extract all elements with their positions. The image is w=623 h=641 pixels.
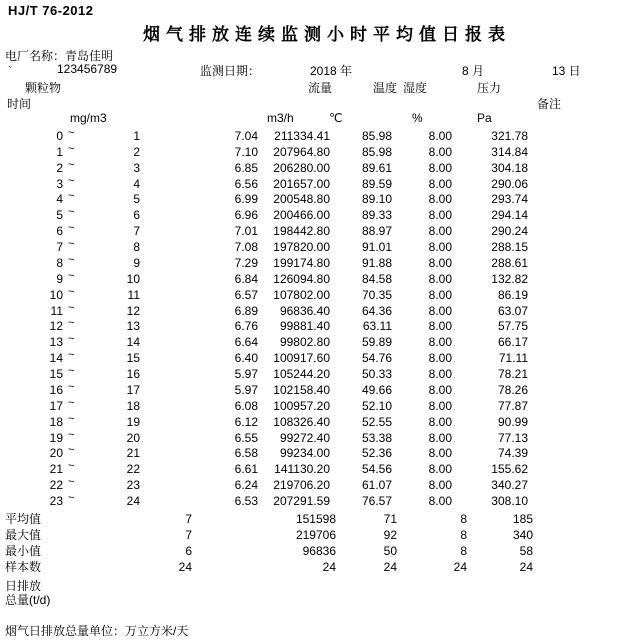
hour-start: 13 xyxy=(49,335,63,350)
summary-value: 50 xyxy=(383,544,397,558)
table-row xyxy=(0,127,623,146)
tilde-icon: ~ xyxy=(68,206,75,219)
hour-end: 24 xyxy=(126,494,140,508)
cell-humidity: 8.00 xyxy=(428,319,452,334)
cell-humidity: 8.00 xyxy=(428,414,452,429)
cell-flow: 199174.80 xyxy=(273,255,330,270)
cell-temperature: 59.89 xyxy=(361,335,392,350)
summary-value: 24 xyxy=(322,560,336,574)
tilde-icon: ~ xyxy=(68,174,75,187)
cell-pressure: 66.17 xyxy=(497,335,528,350)
hour-end: 3 xyxy=(133,160,140,175)
cell-flow: 99272.40 xyxy=(279,430,330,445)
hour-end: 19 xyxy=(126,414,140,429)
hour-end: 13 xyxy=(126,319,140,334)
summary-value: 7 xyxy=(185,528,192,542)
cell-density: 6.56 xyxy=(234,176,258,191)
summary-value: 219706 xyxy=(295,528,336,542)
hour-start: 22 xyxy=(49,478,63,493)
summary-row xyxy=(0,513,623,529)
cell-flow: 100957.20 xyxy=(273,398,330,413)
hour-start: 8 xyxy=(56,255,63,270)
cell-pressure: 321.78 xyxy=(491,129,528,143)
cell-pressure: 308.10 xyxy=(491,494,528,508)
cell-flow: 200548.80 xyxy=(273,192,330,207)
unit-flow: m3/h xyxy=(267,111,294,125)
hour-start: 1 xyxy=(56,144,63,159)
summary-value: 7 xyxy=(185,512,192,526)
hour-start: 12 xyxy=(49,319,63,334)
tilde-icon: ~ xyxy=(68,492,75,504)
hour-end: 9 xyxy=(133,255,140,270)
summary-label: 最小值 xyxy=(5,544,42,558)
cell-density: 6.24 xyxy=(234,478,258,493)
table-row xyxy=(0,301,623,321)
summary-value: 185 xyxy=(512,512,533,526)
cell-humidity: 8.00 xyxy=(428,398,452,413)
hour-end: 8 xyxy=(133,240,140,255)
table-row xyxy=(0,253,623,273)
tilde-icon: ~ xyxy=(68,460,75,473)
cell-flow: 100917.60 xyxy=(273,351,330,366)
cell-temperature: 89.10 xyxy=(361,192,392,207)
standard-code: HJ/T 76-2012 xyxy=(8,3,94,18)
cell-pressure: 71.11 xyxy=(498,351,528,366)
tilde-icon: ~ xyxy=(68,476,75,489)
cell-temperature: 52.36 xyxy=(361,446,392,461)
cell-temperature: 85.98 xyxy=(361,144,392,159)
cell-density: 7.10 xyxy=(234,144,258,159)
cell-humidity: 8.00 xyxy=(428,176,452,191)
summary-value: 8 xyxy=(460,512,467,526)
hour-start: 21 xyxy=(49,462,63,477)
cell-density: 5.97 xyxy=(234,382,258,397)
tilde-icon: ~ xyxy=(68,380,75,393)
hour-end: 12 xyxy=(126,303,140,318)
tick-mark: ` xyxy=(8,64,12,78)
table-row xyxy=(0,238,623,257)
cell-flow: 201657.00 xyxy=(273,176,330,191)
col-header-time: 时间 xyxy=(7,97,32,111)
cell-humidity: 8.00 xyxy=(428,287,452,302)
cell-density: 6.12 xyxy=(234,414,258,429)
hour-end: 15 xyxy=(126,351,140,366)
daily-emission-total-label: 总量(t/d) xyxy=(5,593,51,607)
table-row xyxy=(0,396,623,416)
cell-flow: 207291.59 xyxy=(273,494,330,508)
tilde-icon: ~ xyxy=(68,349,75,362)
cell-humidity: 8.00 xyxy=(428,144,452,159)
hour-end: 10 xyxy=(126,271,140,286)
tilde-icon: ~ xyxy=(68,285,75,298)
cell-humidity: 8.00 xyxy=(428,224,452,239)
cell-density: 7.08 xyxy=(234,240,258,255)
date-year: 2018 年 xyxy=(310,64,353,78)
cell-pressure: 86.19 xyxy=(497,287,528,302)
cell-temperature: 70.35 xyxy=(361,287,392,302)
cell-flow: 200466.00 xyxy=(273,208,330,223)
hour-end: 17 xyxy=(126,382,140,397)
cell-density: 6.55 xyxy=(234,430,258,445)
summary-value: 8 xyxy=(460,528,467,542)
cell-pressure: 288.61 xyxy=(491,255,528,270)
summary-value: 24 xyxy=(383,560,397,574)
cell-humidity: 8.00 xyxy=(428,303,452,318)
cell-density: 6.53 xyxy=(234,494,258,508)
summary-value: 24 xyxy=(453,560,467,574)
cell-density: 6.99 xyxy=(234,192,258,207)
cell-pressure: 78.26 xyxy=(497,382,528,397)
cell-pressure: 78.21 xyxy=(497,367,528,382)
plant-code: 123456789 xyxy=(57,62,118,76)
col-header-particulate: 颗粒物 xyxy=(25,81,62,95)
tilde-icon: ~ xyxy=(68,142,75,155)
table-row xyxy=(0,174,623,194)
summary-value: 58 xyxy=(519,544,533,558)
summary-label: 平均值 xyxy=(5,512,42,526)
cell-temperature: 61.07 xyxy=(361,478,392,493)
cell-flow: 207964.80 xyxy=(273,144,330,159)
hour-start: 23 xyxy=(49,494,63,508)
cell-temperature: 85.98 xyxy=(361,129,392,143)
cell-density: 6.40 xyxy=(234,351,258,366)
hour-end: 4 xyxy=(133,176,140,191)
table-row xyxy=(0,492,623,511)
tilde-icon: ~ xyxy=(68,365,75,378)
unit-pressure: Pa xyxy=(477,111,492,125)
cell-humidity: 8.00 xyxy=(428,240,452,255)
tilde-icon: ~ xyxy=(68,396,75,409)
cell-humidity: 8.00 xyxy=(428,160,452,175)
table-row xyxy=(0,412,623,432)
table-row xyxy=(0,142,623,162)
hour-start: 9 xyxy=(56,271,63,286)
cell-density: 7.01 xyxy=(234,224,258,239)
unit-particulate: mg/m3 xyxy=(70,111,107,125)
cell-pressure: 314.84 xyxy=(491,144,528,159)
cell-temperature: 54.56 xyxy=(361,462,392,477)
date-month: 8 月 xyxy=(462,64,485,78)
report-title: 烟气排放连续监测小时平均值日报表 xyxy=(143,25,511,44)
summary-value: 8 xyxy=(460,544,467,558)
hour-end: 16 xyxy=(126,367,140,382)
hour-end: 22 xyxy=(126,462,140,477)
cell-density: 6.76 xyxy=(234,319,258,334)
cell-pressure: 77.87 xyxy=(497,398,528,413)
cell-temperature: 76.57 xyxy=(361,494,392,508)
cell-flow: 105244.20 xyxy=(273,367,330,382)
cell-temperature: 52.10 xyxy=(361,398,392,413)
cell-flow: 206280.00 xyxy=(273,160,330,175)
cell-density: 5.97 xyxy=(234,367,258,382)
cell-flow: 219706.20 xyxy=(273,478,330,493)
cell-pressure: 63.07 xyxy=(497,303,528,318)
hour-start: 5 xyxy=(56,208,63,223)
col-header-temperature: 温度 xyxy=(373,81,398,95)
tilde-icon: ~ xyxy=(68,428,75,441)
unit-humidity: % xyxy=(412,111,423,125)
cell-pressure: 57.75 xyxy=(497,319,528,334)
cell-temperature: 52.55 xyxy=(361,414,392,429)
cell-flow: 108326.40 xyxy=(273,414,330,429)
cell-flow: 198442.80 xyxy=(273,224,330,239)
summary-label: 最大值 xyxy=(5,528,42,542)
cell-pressure: 132.82 xyxy=(491,271,528,286)
summary-label: 样本数 xyxy=(5,560,42,574)
hour-start: 16 xyxy=(49,382,63,397)
tilde-icon: ~ xyxy=(68,222,75,235)
cell-density: 6.89 xyxy=(234,303,258,318)
cell-density: 6.08 xyxy=(234,398,258,413)
unit-temperature: ℃ xyxy=(329,111,343,125)
table-row xyxy=(0,428,623,448)
table-row xyxy=(0,222,623,241)
summary-value: 6 xyxy=(185,544,192,558)
summary-row xyxy=(0,545,623,561)
hour-start: 19 xyxy=(49,430,63,445)
cell-flow: 96836.40 xyxy=(279,303,330,318)
cell-pressure: 90.99 xyxy=(497,414,528,429)
cell-density: 6.85 xyxy=(234,160,258,175)
summary-value: 71 xyxy=(383,512,397,526)
table-row xyxy=(0,206,623,225)
table-row xyxy=(0,158,623,178)
summary-value: 24 xyxy=(178,560,192,574)
cell-flow: 102158.40 xyxy=(273,382,330,397)
table-row xyxy=(0,380,623,400)
cell-pressure: 74.39 xyxy=(497,446,528,461)
cell-density: 7.29 xyxy=(234,255,258,270)
cell-pressure: 155.62 xyxy=(491,462,528,477)
table-row xyxy=(0,285,623,305)
hour-end: 6 xyxy=(133,208,140,223)
cell-humidity: 8.00 xyxy=(428,462,452,477)
summary-value: 24 xyxy=(519,560,533,574)
table-row xyxy=(0,190,623,209)
daily-emission-label: 日排放 xyxy=(5,579,42,593)
cell-temperature: 89.59 xyxy=(361,176,392,191)
hour-start: 17 xyxy=(49,398,63,413)
cell-temperature: 54.76 xyxy=(361,351,392,366)
col-header-pressure: 压力 xyxy=(477,81,502,95)
tilde-icon: ~ xyxy=(68,158,75,171)
hour-end: 7 xyxy=(133,224,140,239)
cell-pressure: 293.74 xyxy=(491,192,528,207)
hour-start: 20 xyxy=(49,446,63,461)
cell-pressure: 290.24 xyxy=(491,224,528,239)
col-header-remark: 备注 xyxy=(537,97,562,111)
hour-end: 2 xyxy=(133,144,140,159)
cell-flow: 211334.41 xyxy=(274,129,330,143)
tilde-icon: ~ xyxy=(68,127,75,139)
cell-temperature: 63.11 xyxy=(362,319,392,334)
table-row xyxy=(0,269,623,289)
tilde-icon: ~ xyxy=(68,444,75,457)
table-row xyxy=(0,444,623,463)
cell-density: 7.04 xyxy=(234,129,258,143)
tilde-icon: ~ xyxy=(68,238,75,251)
hour-end: 21 xyxy=(126,446,140,461)
cell-humidity: 8.00 xyxy=(428,446,452,461)
cell-density: 6.84 xyxy=(234,271,258,286)
tilde-icon: ~ xyxy=(68,190,75,203)
cell-flow: 141130.20 xyxy=(274,462,330,477)
table-row xyxy=(0,460,623,479)
cell-humidity: 8.00 xyxy=(428,494,452,508)
cell-flow: 126094.80 xyxy=(273,271,330,286)
tilde-icon: ~ xyxy=(68,317,75,330)
hour-start: 0 xyxy=(56,129,63,143)
tilde-icon: ~ xyxy=(68,269,75,282)
hour-start: 2 xyxy=(56,160,63,175)
hour-end: 20 xyxy=(126,430,140,445)
cell-temperature: 84.58 xyxy=(361,271,392,286)
cell-flow: 99881.40 xyxy=(279,319,330,334)
tilde-icon: ~ xyxy=(68,301,75,314)
cell-humidity: 8.00 xyxy=(428,335,452,350)
hour-start: 7 xyxy=(56,240,63,255)
cell-humidity: 8.00 xyxy=(428,192,452,207)
hour-end: 23 xyxy=(126,478,140,493)
cell-density: 6.58 xyxy=(234,446,258,461)
summary-row xyxy=(0,529,623,545)
hour-start: 6 xyxy=(56,224,63,239)
table-row xyxy=(0,317,623,336)
summary-value: 92 xyxy=(383,528,397,542)
hour-end: 18 xyxy=(126,398,140,413)
cell-temperature: 49.66 xyxy=(361,382,392,397)
cell-humidity: 8.00 xyxy=(428,351,452,366)
cell-humidity: 8.00 xyxy=(428,255,452,270)
cell-flow: 107802.00 xyxy=(273,287,330,302)
hour-start: 4 xyxy=(56,192,63,207)
cell-pressure: 294.14 xyxy=(491,208,528,223)
cell-pressure: 304.18 xyxy=(491,160,528,175)
cell-flow: 197820.00 xyxy=(273,240,330,255)
cell-humidity: 8.00 xyxy=(428,430,452,445)
cell-temperature: 88.97 xyxy=(361,224,392,239)
cell-temperature: 53.38 xyxy=(361,430,392,445)
tilde-icon: ~ xyxy=(68,253,75,266)
table-row xyxy=(0,349,623,368)
cell-pressure: 340.27 xyxy=(491,478,528,493)
hour-start: 3 xyxy=(56,176,63,191)
monitor-date-label: 监测日期： xyxy=(200,64,261,78)
footer-note: 烟气日排放总量单位：万立方米/天 xyxy=(5,624,189,638)
cell-temperature: 89.33 xyxy=(361,208,392,223)
summary-row xyxy=(0,561,623,577)
cell-pressure: 290.06 xyxy=(491,176,528,191)
col-header-humidity: 湿度 xyxy=(403,81,428,95)
cell-density: 6.64 xyxy=(234,335,258,350)
cell-pressure: 288.15 xyxy=(491,240,528,255)
cell-humidity: 8.00 xyxy=(428,478,452,493)
cell-temperature: 91.88 xyxy=(361,255,392,270)
cell-density: 6.57 xyxy=(234,287,258,302)
cell-temperature: 89.61 xyxy=(361,160,392,175)
summary-value: 96836 xyxy=(302,544,336,558)
cell-pressure: 77.13 xyxy=(497,430,528,445)
cell-humidity: 8.00 xyxy=(428,208,452,223)
hour-start: 11 xyxy=(50,303,63,318)
hour-end: 1 xyxy=(133,129,140,143)
tilde-icon: ~ xyxy=(68,412,75,425)
plant-name: 电厂名称：青岛佳明 xyxy=(5,49,114,63)
cell-humidity: 8.00 xyxy=(428,271,452,286)
hour-end: 14 xyxy=(126,335,140,350)
cell-flow: 99234.00 xyxy=(279,446,330,461)
hour-end: 11 xyxy=(127,287,140,302)
hour-start: 14 xyxy=(49,351,63,366)
cell-density: 6.96 xyxy=(234,208,258,223)
table-row xyxy=(0,333,623,352)
cell-flow: 99802.80 xyxy=(279,335,330,350)
cell-temperature: 91.01 xyxy=(361,240,392,255)
hour-start: 15 xyxy=(49,367,63,382)
hour-start: 18 xyxy=(49,414,63,429)
table-row xyxy=(0,476,623,495)
hour-end: 5 xyxy=(133,192,140,207)
cell-temperature: 64.36 xyxy=(361,303,392,318)
tilde-icon: ~ xyxy=(68,333,75,346)
summary-value: 340 xyxy=(512,528,533,542)
summary-value: 151598 xyxy=(295,512,336,526)
cell-density: 6.61 xyxy=(234,462,258,477)
cell-temperature: 50.33 xyxy=(361,367,392,382)
cell-humidity: 8.00 xyxy=(428,367,452,382)
hour-start: 10 xyxy=(49,287,63,302)
table-row xyxy=(0,365,623,384)
cell-humidity: 8.00 xyxy=(428,129,452,143)
date-day: 13 日 xyxy=(552,64,581,78)
col-header-flow: 流量 xyxy=(308,81,333,95)
cell-humidity: 8.00 xyxy=(428,382,452,397)
